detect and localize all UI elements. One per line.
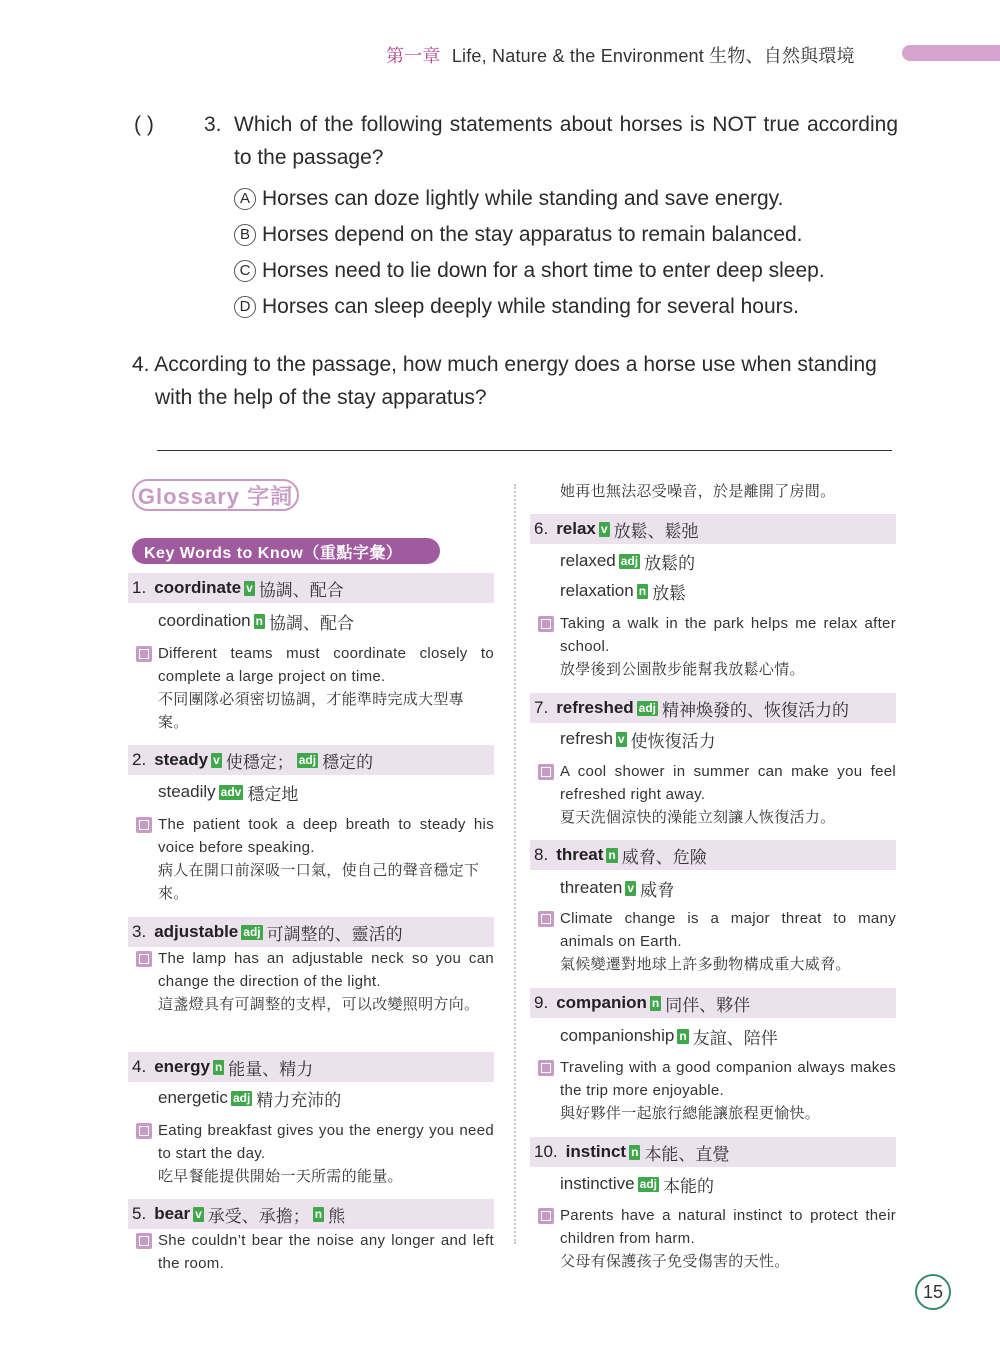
entry-number: 7. <box>534 698 549 717</box>
option-text: Horses can sleep deeply while standing for several hours. <box>262 295 799 318</box>
deriv-meaning: 放鬆 <box>652 583 687 603</box>
example-en: The patient took a deep breath to steady his voice before speaking. <box>158 816 494 856</box>
answer-line[interactable] <box>157 450 892 451</box>
pos-tag: v <box>195 1206 202 1221</box>
header-decoration-bar <box>902 45 1000 61</box>
pos-tag: n <box>214 1059 223 1074</box>
example-zh: 吃早餐能提供開始一天所需的能量。 <box>158 1168 403 1185</box>
entry-meaning: 穩定的 <box>322 752 374 772</box>
derivative-word <box>560 579 686 603</box>
column-divider <box>514 484 516 1244</box>
example-icon <box>136 1233 152 1249</box>
entry-number: 1. <box>132 578 147 597</box>
page-number: 15 <box>915 1274 951 1310</box>
entry-word: threat <box>556 845 604 864</box>
entry-meaning: 可調整的、靈活的 <box>266 924 403 944</box>
entry-number: 2. <box>132 750 147 769</box>
example-zh: 不同團隊必須密切協調，才能準時完成大型專案。 <box>158 691 465 731</box>
example-zh: 與好夥伴一起旅行總能讓旅程更愉快。 <box>560 1105 821 1122</box>
example-sentence <box>158 1229 494 1275</box>
pos-tag: n <box>638 583 647 598</box>
example-icon <box>136 951 152 967</box>
example-zh: 她再也無法忍受噪音，於是離開了房間。 <box>560 483 836 500</box>
derivative-word <box>560 876 674 900</box>
entry-number: 8. <box>534 845 549 864</box>
pos-tag: n <box>314 1206 323 1221</box>
glossary-entry-head <box>128 573 494 603</box>
entry-word: steady <box>154 750 209 769</box>
glossary-entry-head <box>128 745 494 775</box>
chapter-title: Life, Nature & the Environment 生物、自然與環境 <box>451 46 855 66</box>
entry-word: bear <box>154 1204 191 1223</box>
glossary-entry-head <box>128 1199 494 1229</box>
entry-meaning: 放鬆、鬆弛 <box>613 521 699 541</box>
entry-word: adjustable <box>154 922 239 941</box>
key-words-badge: Key Words to Know（重點字彙） <box>132 538 440 564</box>
deriv-meaning: 精力充沛的 <box>256 1090 342 1110</box>
glossary-entry-head <box>530 840 896 870</box>
entry-number: 5. <box>132 1204 147 1223</box>
entry-word: refreshed <box>556 698 634 717</box>
example-sentence <box>158 1119 494 1188</box>
example-en: Climate change is a major threat to many animals on Earth. <box>560 910 896 950</box>
glossary-entry-head <box>530 514 896 544</box>
glossary-entry-head <box>128 1052 494 1082</box>
deriv-meaning: 放鬆的 <box>644 553 696 573</box>
entry-meaning: 承受、承擔； <box>207 1206 310 1226</box>
entry-word: companion <box>556 993 647 1012</box>
pos-tag: adj <box>639 1176 657 1191</box>
derivative-word <box>560 1172 714 1196</box>
example-en: She couldn’t bear the noise any longer and left the room. <box>158 1232 494 1272</box>
example-sentence <box>158 947 494 1016</box>
example-en: Taking a walk in the park helps me relax after school. <box>560 615 896 655</box>
deriv-meaning: 穩定地 <box>247 784 299 804</box>
entry-word: energy <box>154 1057 210 1076</box>
example-en: Traveling with a good companion always makes the trip more enjoyable. <box>560 1059 896 1099</box>
pos-tag: v <box>600 521 608 536</box>
option-a[interactable] <box>234 181 825 217</box>
example-sentence <box>560 760 896 829</box>
option-letter: D <box>234 296 256 318</box>
deriv-meaning: 友誼、陪伴 <box>692 1028 778 1048</box>
deriv-word: energetic <box>158 1088 228 1107</box>
example-icon <box>538 764 554 780</box>
glossary-title: Glossary 字詞 <box>132 479 299 511</box>
deriv-word: instinctive <box>560 1174 635 1193</box>
example-icon <box>538 616 554 632</box>
example-zh: 父母有保護孩子免受傷害的天性。 <box>560 1253 790 1270</box>
example-icon <box>538 911 554 927</box>
example-zh: 病人在開口前深吸一口氣，使自己的聲音穩定下來。 <box>158 862 480 902</box>
entry-meaning: 同伴、夥伴 <box>665 995 751 1015</box>
example-zh: 氣候變遷對地球上許多動物構成重大威脅。 <box>560 956 851 973</box>
derivative-word <box>158 780 298 804</box>
entry-number: 9. <box>534 993 549 1012</box>
pos-tag: adj <box>298 752 317 767</box>
chapter-header <box>386 42 855 68</box>
entry-word: coordinate <box>154 578 242 597</box>
pos-tag: adj <box>243 924 261 939</box>
example-en: Different teams must coordinate closely to complete a large project on time. <box>158 645 494 685</box>
example-icon <box>136 646 152 662</box>
example-en: Eating breakfast gives you the energy you need to start the day. <box>158 1122 494 1162</box>
deriv-meaning: 協調、配合 <box>268 613 354 633</box>
example-icon <box>538 1060 554 1076</box>
pos-tag: v <box>213 752 220 767</box>
example-en: The lamp has an adjustable neck so you can change the direction of the light. <box>158 950 494 990</box>
deriv-word: refresh <box>560 729 613 748</box>
entry-meaning: 本能、直覺 <box>644 1144 730 1164</box>
example-en: Parents have a natural instinct to protect their children from harm. <box>560 1207 896 1247</box>
example-en: A cool shower in summer can make you feel refreshed right away. <box>560 763 896 803</box>
entry-meaning: 熊 <box>328 1206 346 1226</box>
pos-tag: n <box>631 1144 639 1159</box>
glossary-entry-head <box>530 693 896 723</box>
option-c[interactable] <box>234 253 825 289</box>
example-icon <box>136 817 152 833</box>
question-4-line-1: 4. According to the passage, how much energy does a horse use when standing <box>132 353 877 376</box>
deriv-meaning: 使恢復活力 <box>630 731 716 751</box>
answer-paren: ( ) <box>134 113 154 136</box>
deriv-word: companionship <box>560 1026 675 1045</box>
derivative-word <box>158 609 354 633</box>
example-sentence <box>158 642 494 734</box>
example-zh: 這盞燈具有可調整的支桿，可以改變照明方向。 <box>158 996 480 1013</box>
glossary-entry-head <box>530 1137 896 1167</box>
deriv-meaning: 本能的 <box>662 1176 714 1196</box>
chapter-number: 第一章 <box>386 46 441 66</box>
pos-tag: n <box>608 847 616 862</box>
derivative-word <box>158 1086 341 1110</box>
question-3 <box>134 108 898 174</box>
entry-number: 10. <box>534 1142 558 1161</box>
option-letter: C <box>234 260 256 282</box>
pos-tag: n <box>651 995 660 1010</box>
pos-tag: adj <box>620 553 639 568</box>
example-sentence <box>560 907 896 976</box>
glossary-entry-head <box>530 988 896 1018</box>
glossary-entry-head <box>128 917 494 947</box>
entry-word: relax <box>556 519 596 538</box>
deriv-word: steadily <box>158 782 216 801</box>
option-text: Horses need to lie down for a short time to enter deep sleep. <box>262 259 825 282</box>
example-sentence <box>158 813 494 905</box>
deriv-meaning: 威脅 <box>640 880 675 900</box>
entry-number: 6. <box>534 519 549 538</box>
example-sentence <box>560 612 896 681</box>
pos-tag: adj <box>638 700 657 715</box>
question-number: 3. <box>204 113 222 136</box>
derivative-word <box>560 1024 778 1048</box>
entry-meaning: 使穩定； <box>225 752 294 772</box>
pos-tag: v <box>627 880 635 895</box>
question-text: Which of the following statements about horses is NOT true according to the passage? <box>234 113 898 169</box>
entry-meaning: 能量、精力 <box>228 1059 314 1079</box>
deriv-word: relaxation <box>560 581 634 600</box>
entry-number: 3. <box>132 922 147 941</box>
entry-number: 4. <box>132 1057 147 1076</box>
question-4 <box>132 348 897 414</box>
entry-meaning: 協調、配合 <box>258 580 344 600</box>
example-icon <box>136 1123 152 1139</box>
example-continuation <box>560 480 896 503</box>
pos-tag: n <box>679 1028 687 1043</box>
derivative-word <box>560 727 716 751</box>
answer-options <box>234 181 825 325</box>
option-text: Horses depend on the stay apparatus to remain balanced. <box>262 223 803 246</box>
deriv-word: threaten <box>560 878 623 897</box>
entry-word: instinct <box>565 1142 627 1161</box>
example-zh: 放學後到公園散步能幫我放鬆心情。 <box>560 661 805 678</box>
example-icon <box>538 1208 554 1224</box>
example-sentence <box>560 1056 896 1125</box>
example-sentence <box>560 1204 896 1273</box>
deriv-word: relaxed <box>560 551 616 570</box>
pos-tag: v <box>246 580 253 595</box>
pos-tag: n <box>255 613 263 628</box>
entry-meaning: 威脅、危險 <box>621 847 707 867</box>
derivative-word <box>560 549 695 573</box>
option-b[interactable] <box>234 217 825 253</box>
question-4-line-2: with the help of the stay apparatus? <box>155 386 487 409</box>
example-zh: 夏天洗個涼快的澡能立刻讓人恢復活力。 <box>560 809 836 826</box>
pos-tag: adj <box>232 1090 251 1105</box>
option-d[interactable] <box>234 289 825 325</box>
pos-tag: v <box>617 731 625 746</box>
deriv-word: coordination <box>158 611 251 630</box>
option-letter: A <box>234 188 256 210</box>
pos-tag: adv <box>220 784 242 799</box>
option-letter: B <box>234 224 256 246</box>
entry-meaning: 精神煥發的、恢復活力的 <box>662 700 850 720</box>
option-text: Horses can doze lightly while standing and save energy. <box>262 187 784 210</box>
